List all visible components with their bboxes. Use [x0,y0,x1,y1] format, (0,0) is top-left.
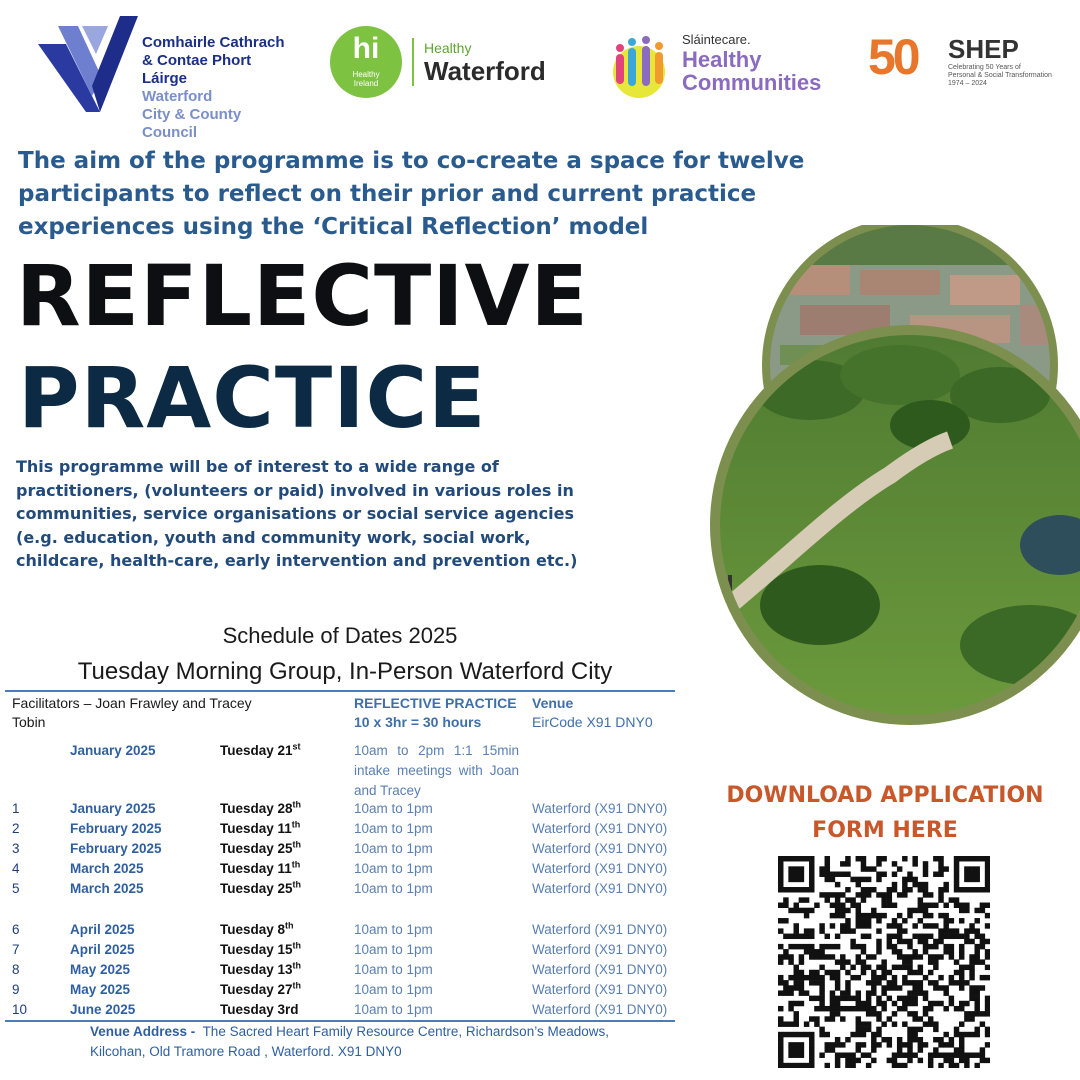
session-time: 10am to 1pm [354,881,433,896]
session-time: 10am to 1pm [354,922,433,937]
session-month: April 2025 [70,922,135,937]
schedule-subtitle: Tuesday Morning Group, In-Person Waterford City [77,658,613,685]
schedule-title: Schedule of Dates 2025 [222,623,458,648]
slaintecare-brand: Sláintecare. [682,32,751,47]
shep-fifty: 50 [868,29,918,85]
session-day: Tuesday 28th [220,799,302,816]
session-day: Tuesday 25th [220,839,302,856]
session-month: January 2025 [70,801,156,816]
session-time: 10am to 1pm [354,861,433,876]
session-venue: Waterford (X91 DNY0) [532,841,668,856]
intro-paragraph: This programme will be of interest to a wide range of practitioners, (volunteers or paid) involved in various roles in communities, service organisations or social service agencies (e.g. education, youth and community work, social work, childcare, health-care, early intervention and prevention etc.) [16,457,578,570]
session-venue: Waterford (X91 DNY0) [532,1002,668,1017]
aim-statement: The aim of the programme is to co-create a space for twelve participants to reflect on their prior and current practice experiences using the ‘Critical Reflection’ model [18,148,805,240]
session-venue: Waterford (X91 DNY0) [532,982,668,997]
title-reflective: REFLECTIVE [16,247,589,345]
council-name-english-2: City & County Council [142,106,242,141]
session-number: 9 [12,982,20,997]
session-time: 10am to 1pm [354,841,433,856]
council-name-irish-2: & Contae Phort Láirge [142,52,252,87]
session-number: 1 [12,801,20,816]
council-name-english-1: Waterford [142,88,213,105]
session-venue: Waterford (X91 DNY0) [532,942,668,957]
session-day: Tuesday 25th [220,879,302,896]
logo-divider [412,38,414,86]
qr-code[interactable] [778,856,990,1068]
session-number: 4 [12,861,20,876]
council-emblem-icon [38,16,138,112]
session-venue: Waterford (X91 DNY0) [532,881,668,896]
healthy-communities: Healthy Communities [682,47,822,95]
shep-logo [864,28,1064,98]
session-number: 3 [12,841,20,856]
session-month: February 2025 [70,821,162,836]
download-line-1: DOWNLOAD APPLICATION [726,783,1044,808]
session-venue: Waterford (X91 DNY0) [532,861,668,876]
slaintecare-people-icon [606,28,672,100]
photo-collage-image [700,225,1080,765]
badge-hi: hi [352,32,380,65]
session-day: Tuesday 11th [220,859,301,876]
intake-time: 10am to 2pm 1:1 15min intake meetings with Joan and Tracey [354,743,519,798]
waterford-word: Waterford [424,56,546,86]
session-day: Tuesday 15th [220,940,302,957]
table-top-rule [5,690,675,692]
healthy-word: Healthy [424,40,472,56]
session-time: 10am to 1pm [354,962,433,977]
session-time: 10am to 1pm [354,942,433,957]
intake-month: January 2025 [70,743,156,758]
session-month: March 2025 [70,881,144,896]
session-venue: Waterford (X91 DNY0) [532,962,668,977]
healthy-waterford-logo [330,26,580,102]
landscape-photo [700,225,1080,765]
session-number: 6 [12,922,20,937]
session-month: February 2025 [70,841,162,856]
session-time: 10am to 1pm [354,801,433,816]
session-day: Tuesday 27th [220,980,302,997]
session-month: May 2025 [70,982,131,997]
session-day: Tuesday 11th [220,819,301,836]
session-day: Tuesday 13th [220,960,302,977]
session-number: 10 [12,1002,28,1017]
shep-name: SHEP [948,34,1019,64]
session-time: 10am to 1pm [354,982,433,997]
download-application-link[interactable] [700,778,1070,848]
session-day: Tuesday 3rd [220,1002,299,1017]
title-practice: PRACTICE [18,349,487,447]
session-venue: Waterford (X91 DNY0) [532,922,668,937]
badge-sub: Healthy Ireland [352,70,380,88]
session-number: 2 [12,821,20,836]
slaintecare-logo [606,26,846,102]
session-number: 8 [12,962,20,977]
session-month: March 2025 [70,861,144,876]
session-number: 5 [12,881,20,896]
session-month: April 2025 [70,942,135,957]
shep-caption: Celebrating 50 Years of Personal & Social Transformation 1974 – 2024 [948,64,1052,87]
council-name-irish-1: Comhairle Cathrach [142,34,285,51]
session-number: 7 [12,942,20,957]
qr-code-icon [778,856,990,1068]
download-line-2: FORM HERE [812,818,958,843]
council-logo [38,16,298,141]
session-month: May 2025 [70,962,131,977]
session-venue: Waterford (X91 DNY0) [532,801,668,816]
session-time: 10am to 1pm [354,821,433,836]
session-day: Tuesday 8th [220,920,294,937]
session-time: 10am to 1pm [354,1002,433,1017]
venue-address: Venue Address - The Sacred Heart Family Resource Centre, Richardson’s Meadows, Kilcohan, Old Tramore Road , Waterford. X91 DNY0 [90,1024,609,1059]
intake-day: Tuesday 21st [220,741,301,758]
session-month: June 2025 [70,1002,136,1017]
venue-header: Venue EirCode X91 DNY0 [532,695,653,730]
session-venue: Waterford (X91 DNY0) [532,821,668,836]
programme-header: REFLECTIVE PRACTICE 10 x 3hr = 30 hours [354,695,517,730]
facilitators-header: Facilitators – Joan Frawley and Tracey Tobin [12,695,252,730]
